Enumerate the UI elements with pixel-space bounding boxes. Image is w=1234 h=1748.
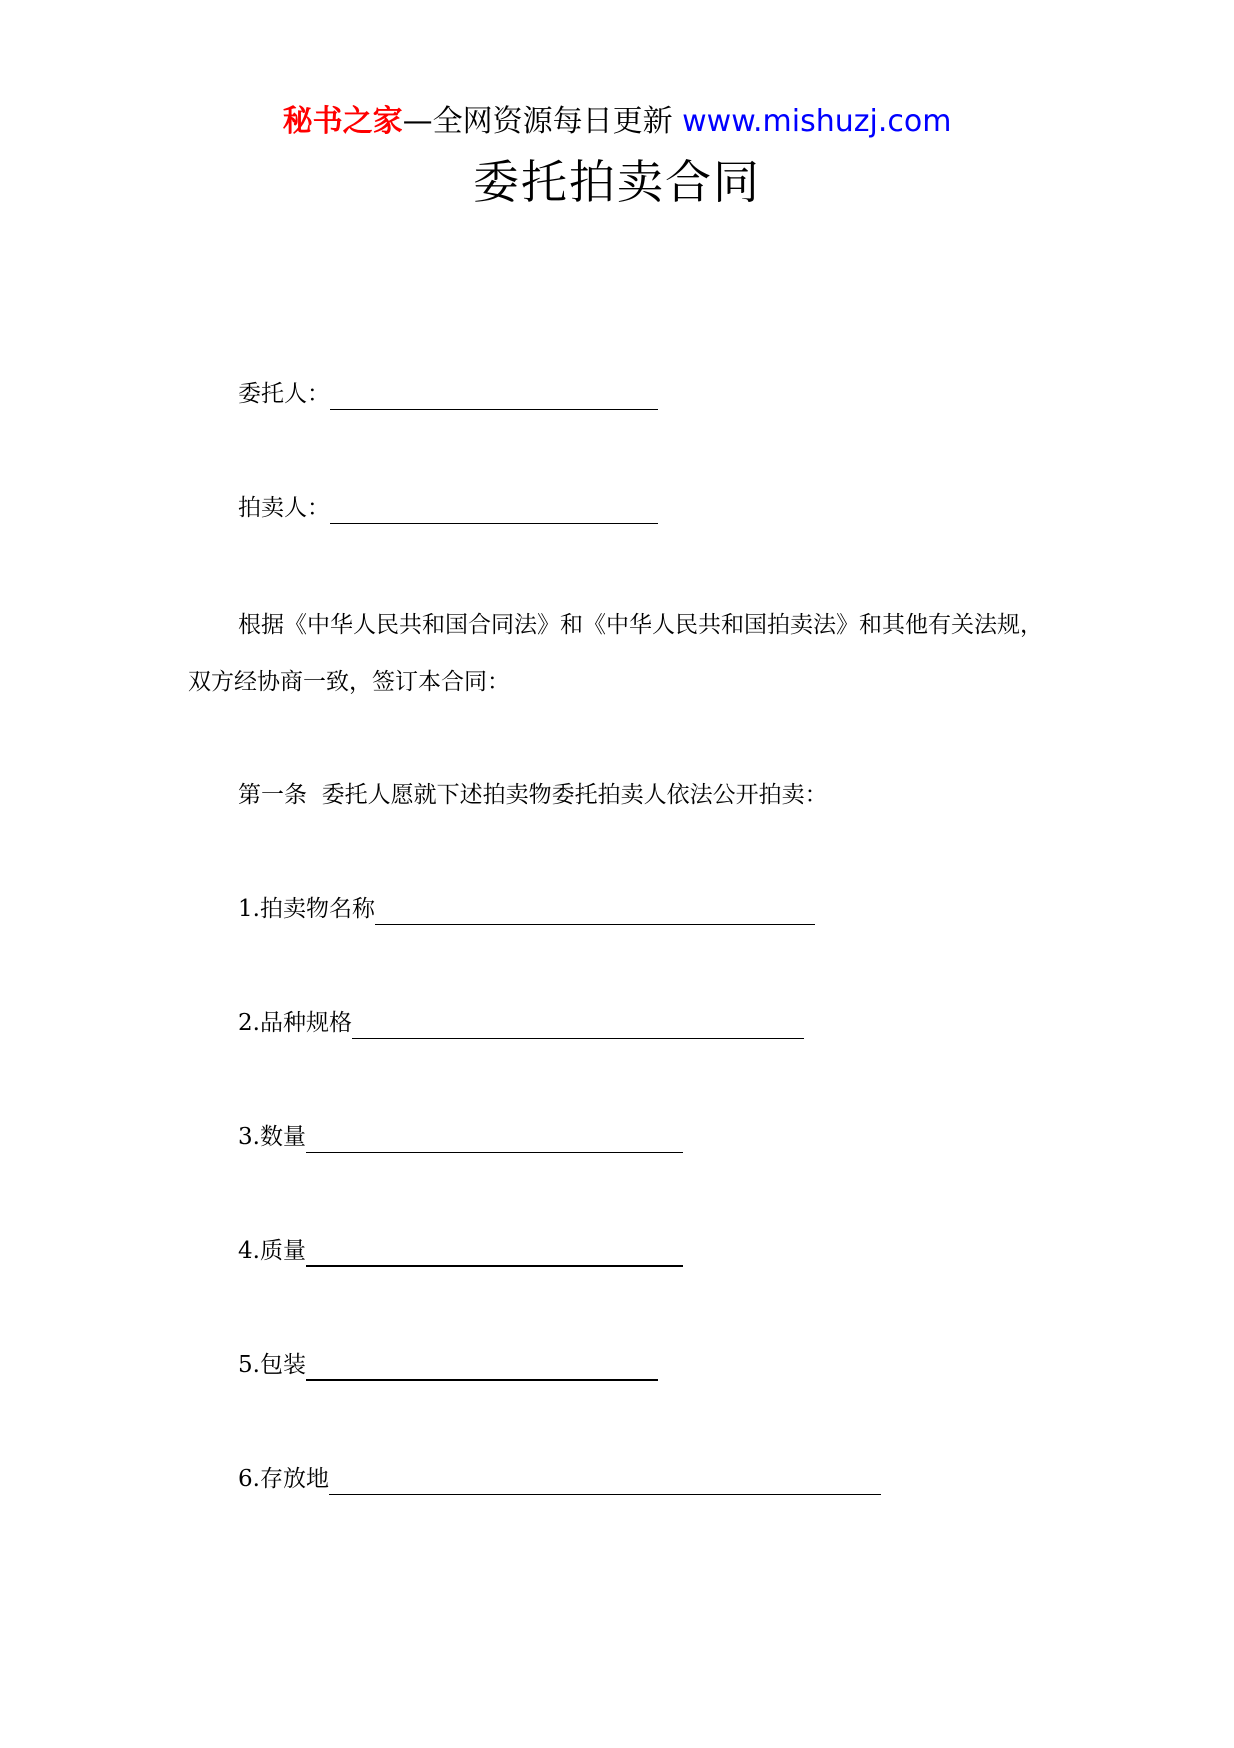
site-header xyxy=(0,102,1234,142)
item-auction-object-name xyxy=(238,893,815,925)
consignor-blank xyxy=(330,383,658,410)
item-blank xyxy=(306,1239,683,1267)
item-blank xyxy=(306,1353,658,1381)
item-label: 6.存放地 xyxy=(238,1466,329,1492)
item-packaging xyxy=(238,1349,658,1381)
item-label: 3.数量 xyxy=(238,1124,306,1150)
item-quality xyxy=(238,1235,683,1267)
site-url-link[interactable]: www.mishuzj.com xyxy=(682,104,952,139)
item-blank xyxy=(375,898,815,925)
item-quantity xyxy=(238,1121,683,1153)
auctioneer-line xyxy=(238,492,658,524)
item-label: 2.品种规格 xyxy=(238,1010,352,1036)
item-label: 4.质量 xyxy=(238,1238,306,1264)
auctioneer-label: 拍卖人： xyxy=(238,495,330,521)
consignor-label: 委托人： xyxy=(238,381,330,407)
article1-heading-text: 第一条 委托人愿就下述拍卖物委托拍卖人依法公开拍卖： xyxy=(238,782,828,808)
item-blank xyxy=(329,1468,881,1495)
brand-name: 秘书之家 xyxy=(282,104,403,139)
item-variety-spec xyxy=(238,1007,804,1039)
item-label: 5.包装 xyxy=(238,1352,306,1378)
consignor-line xyxy=(238,378,658,410)
article1-heading xyxy=(238,779,828,811)
header-tagline: —全网资源每日更新 xyxy=(402,104,673,139)
document-title: 委托拍卖合同 xyxy=(473,155,761,209)
item-storage-location xyxy=(238,1463,881,1495)
preamble-paragraph: 根据《中华人民共和国合同法》和《中华人民共和国拍卖法》和其他有关法规，双方经协商一致，签订本合同： xyxy=(188,612,1043,695)
item-label: 1.拍卖物名称 xyxy=(238,896,375,922)
item-blank xyxy=(352,1012,804,1039)
item-blank xyxy=(306,1126,683,1153)
auctioneer-blank xyxy=(330,497,658,524)
